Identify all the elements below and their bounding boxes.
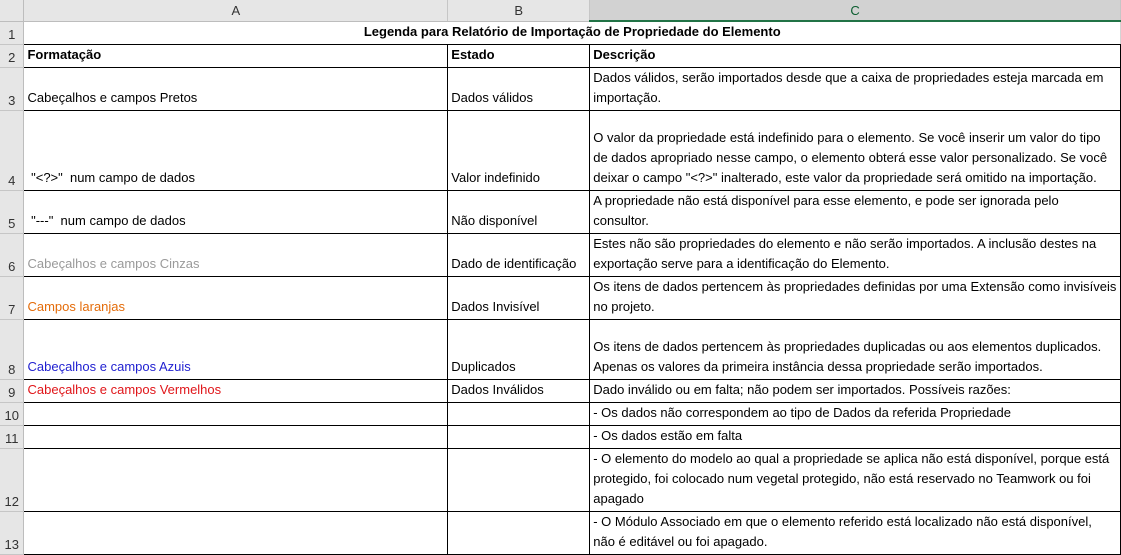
estado-cell[interactable]: Duplicados — [448, 320, 590, 380]
table-row — [0, 512, 1121, 555]
formatacao-cell[interactable]: Cabeçalhos e campos Azuis — [24, 320, 448, 380]
table-row — [0, 320, 1121, 380]
column-header-row — [0, 0, 1121, 21]
estado-cell[interactable] — [448, 426, 590, 449]
estado-cell[interactable]: Não disponível — [448, 191, 590, 234]
formatacao-cell[interactable]: Cabeçalhos e campos Vermelhos — [24, 380, 448, 403]
descricao-cell[interactable]: Estes não são propriedades do elemento e não serão importados. A inclusão destes na exportação serve para a identificação do Elemento. — [590, 234, 1121, 277]
header-descricao-cell[interactable]: Descrição — [590, 45, 1121, 68]
formatacao-cell[interactable]: "---" num campo de dados — [24, 191, 448, 234]
table-row — [0, 234, 1121, 277]
row-header-5[interactable]: 5 — [0, 191, 24, 234]
descricao-cell[interactable]: - Os dados estão em falta — [590, 426, 1121, 449]
table-row — [0, 277, 1121, 320]
select-all-corner[interactable] — [0, 0, 24, 21]
table-row — [0, 68, 1121, 111]
table-row — [0, 21, 1121, 45]
estado-cell[interactable] — [448, 512, 590, 555]
header-estado-cell[interactable]: Estado — [448, 45, 590, 68]
formatacao-cell[interactable]: Cabeçalhos e campos Pretos — [24, 68, 448, 111]
column-header-c[interactable]: C — [590, 0, 1121, 21]
row-header-12[interactable]: 12 — [0, 449, 24, 512]
header-formatacao-cell[interactable]: Formatação — [24, 45, 448, 68]
formatacao-cell[interactable]: Campos laranjas — [24, 277, 448, 320]
table-row — [0, 45, 1121, 68]
estado-cell[interactable]: Dado de identificação — [448, 234, 590, 277]
column-header-a[interactable]: A — [24, 0, 448, 21]
estado-cell[interactable]: Dados Inválidos — [448, 380, 590, 403]
formatacao-cell[interactable]: "<?>" num campo de dados — [24, 111, 448, 191]
descricao-cell[interactable]: - O elemento do modelo ao qual a propriedade se aplica não está disponível, porque está protegido, foi colocado num vegetal protegido, não está reservado no Teamwork ou foi apagado — [590, 449, 1121, 512]
formatacao-cell[interactable] — [24, 426, 448, 449]
formatacao-cell[interactable] — [24, 449, 448, 512]
descricao-cell[interactable]: - Os dados não correspondem ao tipo de Dados da referida Propriedade — [590, 403, 1121, 426]
estado-cell[interactable]: Dados válidos — [448, 68, 590, 111]
formatacao-cell[interactable] — [24, 403, 448, 426]
row-header-7[interactable]: 7 — [0, 277, 24, 320]
legend-title-cell[interactable]: Legenda para Relatório de Importação de Propriedade do Elemento — [24, 21, 1121, 45]
table-row — [0, 449, 1121, 512]
row-header-3[interactable]: 3 — [0, 68, 24, 111]
table-row — [0, 191, 1121, 234]
formatacao-cell[interactable]: Cabeçalhos e campos Cinzas — [24, 234, 448, 277]
row-header-10[interactable]: 10 — [0, 403, 24, 426]
descricao-cell[interactable]: Dado inválido ou em falta; não podem ser importados. Possíveis razões: — [590, 380, 1121, 403]
estado-cell[interactable]: Valor indefinido — [448, 111, 590, 191]
table-row — [0, 380, 1121, 403]
descricao-cell[interactable]: - O Módulo Associado em que o elemento referido está localizado não está disponível, não é editável ou foi apagado. — [590, 512, 1121, 555]
descricao-cell[interactable]: O valor da propriedade está indefinido para o elemento. Se você inserir um valor do tipo de dados apropriado nesse campo, o elemento obterá esse valor personalizado. Se você deixar o campo "<?>" inalterado, este valor da propriedade será omitido na importação. — [590, 111, 1121, 191]
table-row — [0, 426, 1121, 449]
formatacao-cell[interactable] — [24, 512, 448, 555]
row-header-8[interactable]: 8 — [0, 320, 24, 380]
column-header-b[interactable]: B — [448, 0, 590, 21]
row-header-1[interactable]: 1 — [0, 21, 24, 45]
descricao-cell[interactable]: Os itens de dados pertencem às propriedades duplicadas ou aos elementos duplicados. Apenas os valores da primeira instância dessa propriedade serão importados. — [590, 320, 1121, 380]
row-header-13[interactable]: 13 — [0, 512, 24, 555]
descricao-cell[interactable]: A propriedade não está disponível para esse elemento, e pode ser ignorada pelo consultor. — [590, 191, 1121, 234]
row-header-9[interactable]: 9 — [0, 380, 24, 403]
estado-cell[interactable] — [448, 403, 590, 426]
row-header-11[interactable]: 11 — [0, 426, 24, 449]
row-header-6[interactable]: 6 — [0, 234, 24, 277]
row-header-4[interactable]: 4 — [0, 111, 24, 191]
row-header-2[interactable]: 2 — [0, 45, 24, 68]
estado-cell[interactable] — [448, 449, 590, 512]
descricao-cell[interactable]: Os itens de dados pertencem às propriedades definidas por uma Extensão como invisíveis no projeto. — [590, 277, 1121, 320]
descricao-cell[interactable]: Dados válidos, serão importados desde que a caixa de propriedades esteja marcada em importação. — [590, 68, 1121, 111]
table-row — [0, 403, 1121, 426]
table-row — [0, 111, 1121, 191]
estado-cell[interactable]: Dados Invisível — [448, 277, 590, 320]
